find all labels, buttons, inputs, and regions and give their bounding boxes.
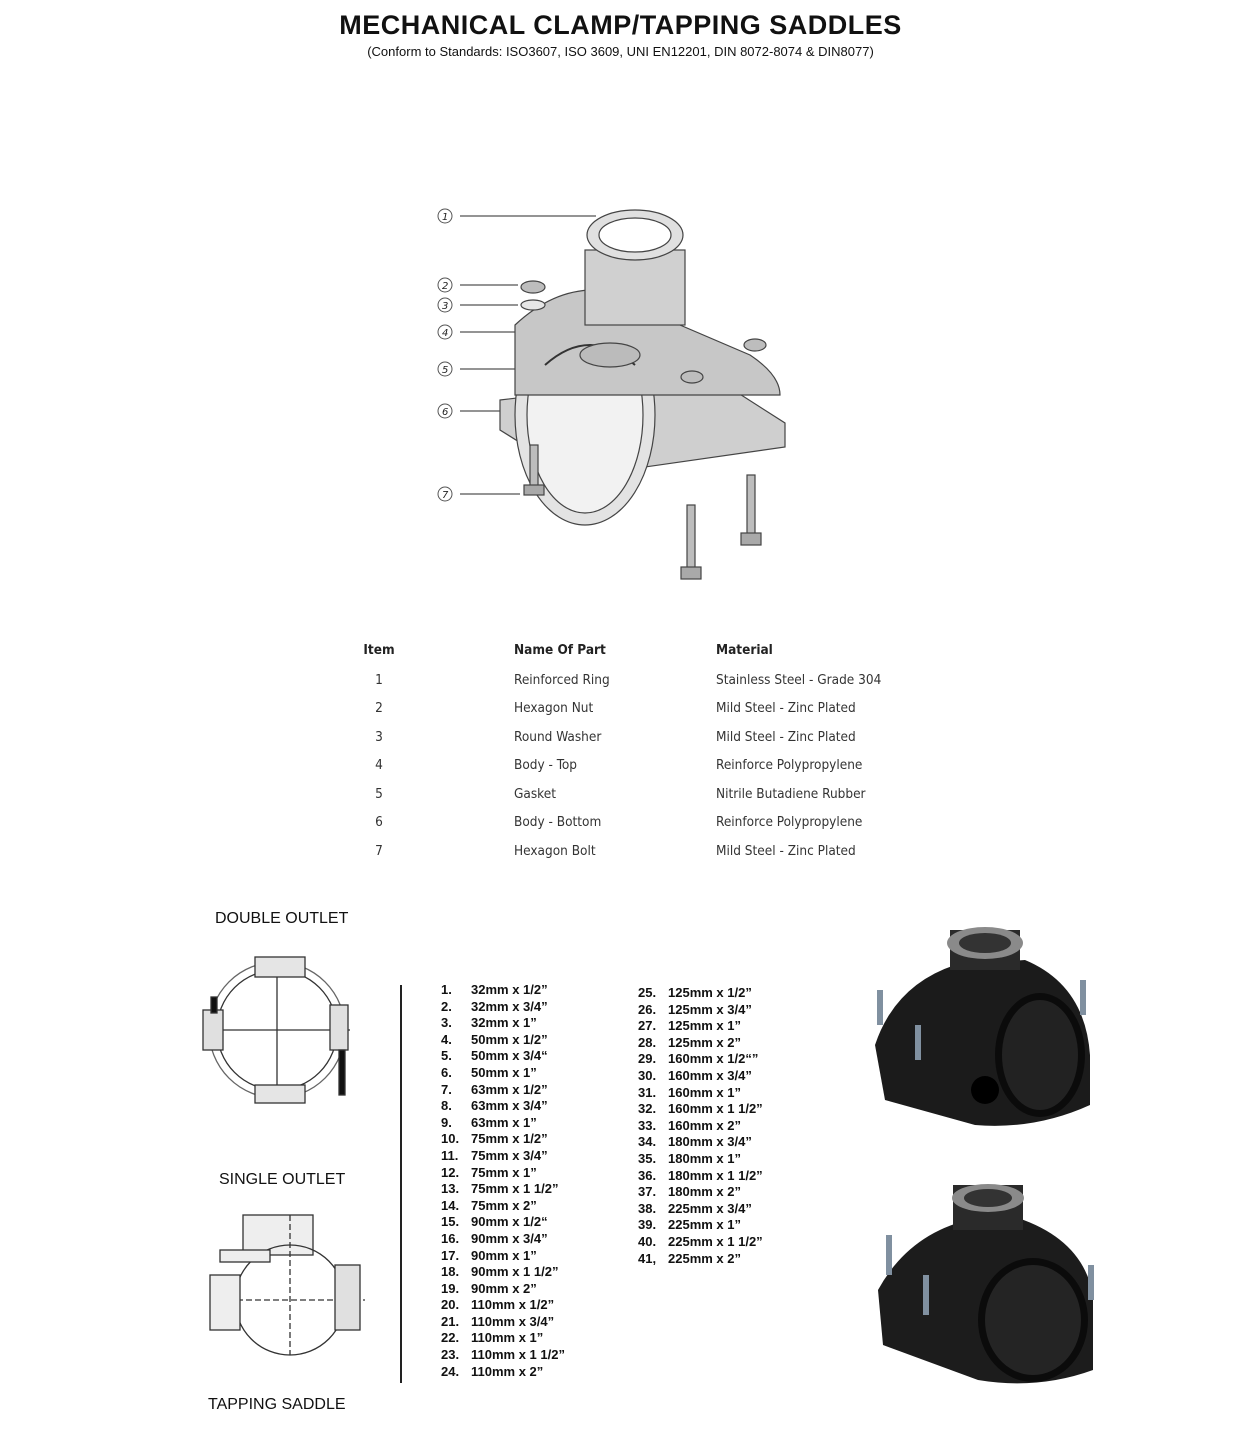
table-row [362, 729, 922, 749]
row-item: 3 [375, 729, 383, 745]
list-item: 22. 110mm x 1” [441, 1330, 544, 1346]
list-item: 40. 225mm x 1 1/2” [638, 1233, 763, 1249]
list-item: 21. 110mm x 3/4” [441, 1313, 555, 1329]
page-subtitle: (Conform to Standards: ISO3607, ISO 3609, UNI EN12201, DIN 8072-8074 & DIN8077) [367, 44, 874, 59]
list-item: 23. 110mm x 1 1/2” [441, 1347, 565, 1363]
table-row [362, 700, 922, 720]
list-item: 15. 90mm x 1/2“ [441, 1214, 548, 1230]
single-outlet-drawing [205, 1210, 370, 1360]
list-item: 4. 50mm x 1/2” [441, 1031, 548, 1047]
column-divider [400, 985, 402, 1383]
list-item: 31. 160mm x 1” [638, 1084, 741, 1100]
list-item: 24. 110mm x 2” [441, 1363, 544, 1379]
list-item: 34. 180mm x 3/4” [638, 1134, 752, 1150]
gasket [580, 343, 640, 367]
hexagon-bolt [530, 445, 538, 490]
list-item: 14. 75mm x 2” [441, 1197, 537, 1213]
list-item: 12. 75mm x 1” [441, 1164, 537, 1180]
single-outlet-caption: SINGLE OUTLET [219, 1171, 346, 1188]
list-item: 20. 110mm x 1/2” [441, 1297, 555, 1313]
table-row [362, 672, 922, 692]
outlet-body [585, 250, 685, 325]
round-washer [521, 300, 545, 310]
table-row [362, 814, 922, 834]
row-material: Reinforce Polypropylene [716, 757, 863, 773]
row-item: 2 [375, 700, 383, 716]
list-item: 39. 225mm x 1” [638, 1217, 741, 1233]
size-list-1 [441, 982, 565, 1380]
list-item: 29. 160mm x 1/2“” [638, 1051, 759, 1067]
list-item: 35. 180mm x 1” [638, 1150, 741, 1166]
list-item: 26. 125mm x 3/4” [638, 1001, 752, 1017]
list-item: 13. 75mm x 1 1/2” [441, 1181, 559, 1197]
list-item: 9. 63mm x 1” [441, 1114, 537, 1130]
row-item: 7 [375, 843, 383, 859]
callout-label: 6 [442, 407, 449, 418]
list-item: 18. 90mm x 1 1/2” [441, 1264, 559, 1280]
row-material: Mild Steel - Zinc Plated [716, 700, 856, 716]
list-item: 25. 125mm x 1/2” [638, 985, 752, 1000]
row-item: 5 [375, 786, 383, 802]
row-name: Gasket [514, 786, 556, 802]
header-name: Name Of Part [514, 642, 606, 658]
list-item: 1. 32mm x 1/2” [441, 982, 548, 997]
tapping-saddle-caption: TAPPING SADDLE [208, 1396, 346, 1413]
row-item: 1 [375, 672, 383, 688]
row-material: Mild Steel - Zinc Plated [716, 843, 856, 859]
list-item: 10. 75mm x 1/2” [441, 1131, 548, 1147]
list-item: 8. 63mm x 3/4” [441, 1098, 548, 1114]
table-row [362, 757, 922, 777]
page-title: MECHANICAL CLAMP/TAPPING SADDLES [339, 10, 902, 40]
single-outlet-saddle-photo [868, 1180, 1113, 1395]
list-item: 6. 50mm x 1” [441, 1064, 537, 1080]
list-item: 11. 75mm x 3/4” [441, 1147, 548, 1163]
list-item: 27. 125mm x 1” [638, 1018, 741, 1034]
list-item: 38. 225mm x 3/4” [638, 1200, 752, 1216]
list-item: 17. 90mm x 1” [441, 1247, 537, 1263]
callout-label: 5 [442, 365, 449, 376]
double-outlet-drawing [195, 945, 365, 1115]
row-material: Stainless Steel - Grade 304 [716, 672, 882, 688]
row-item: 4 [375, 757, 383, 773]
row-name: Body - Bottom [514, 814, 602, 830]
exploded-view-diagram [420, 195, 820, 595]
list-item: 30. 160mm x 3/4” [638, 1067, 752, 1083]
list-item: 37. 180mm x 2” [638, 1184, 741, 1200]
row-material: Nitrile Butadiene Rubber [716, 786, 866, 802]
list-item: 2. 32mm x 3/4” [441, 998, 548, 1014]
header-material: Material [716, 642, 773, 658]
list-item: 19. 90mm x 2” [441, 1280, 537, 1296]
double-outlet-saddle-photo [855, 925, 1105, 1140]
table-row [362, 786, 922, 806]
list-item: 5. 50mm x 3/4“ [441, 1048, 548, 1064]
callout-label: 1 [442, 212, 449, 223]
list-item: 32. 160mm x 1 1/2” [638, 1101, 763, 1117]
callout-label: 7 [442, 490, 449, 501]
callout-label: 4 [442, 328, 449, 339]
callout-label: 2 [442, 281, 449, 292]
list-item: 7. 63mm x 1/2” [441, 1081, 548, 1097]
list-item: 28. 125mm x 2” [638, 1034, 741, 1050]
size-list-2 [638, 985, 763, 1267]
list-item: 3. 32mm x 1” [441, 1015, 537, 1031]
parts-table-header [362, 642, 922, 662]
row-item: 6 [375, 814, 383, 830]
row-name: Hexagon Bolt [514, 843, 596, 859]
row-material: Reinforce Polypropylene [716, 814, 863, 830]
list-item: 33. 160mm x 2” [638, 1117, 741, 1133]
row-name: Body - Top [514, 757, 578, 773]
list-item: 41, 225mm x 2” [638, 1250, 741, 1266]
header-item: Item [363, 642, 395, 658]
hexagon-nut [521, 281, 545, 293]
row-material: Mild Steel - Zinc Plated [716, 729, 856, 745]
table-row [362, 843, 922, 863]
row-name: Reinforced Ring [514, 672, 610, 688]
list-item: 36. 180mm x 1 1/2” [638, 1167, 763, 1183]
row-name: Hexagon Nut [514, 700, 594, 716]
row-name: Round Washer [514, 729, 602, 745]
callout-label: 3 [442, 301, 449, 312]
double-outlet-caption: DOUBLE OUTLET [215, 910, 349, 927]
list-item: 16. 90mm x 3/4” [441, 1230, 548, 1246]
